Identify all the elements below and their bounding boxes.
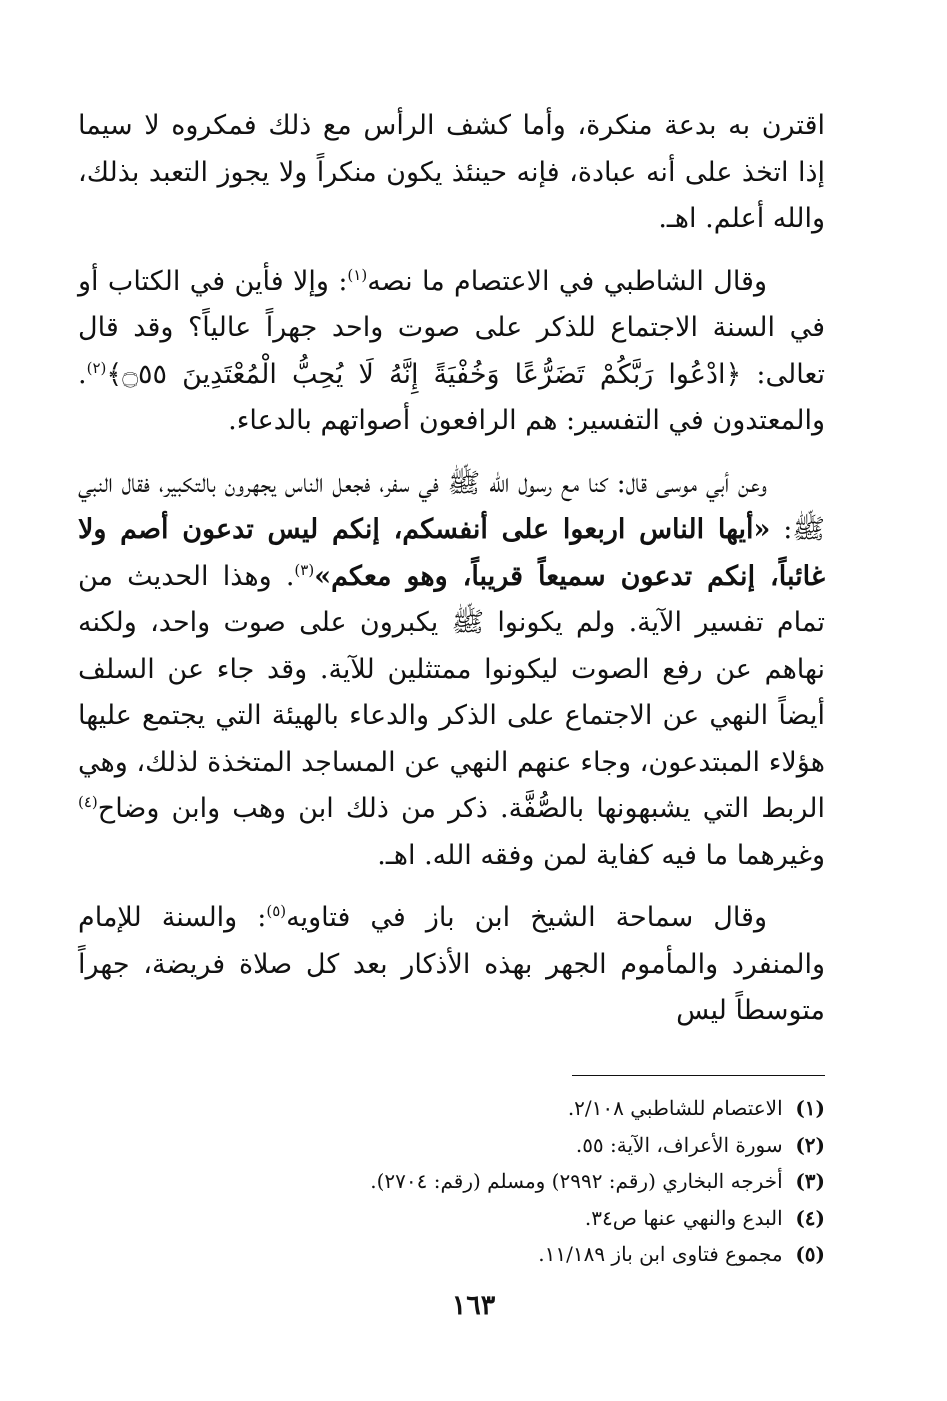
footnote-ref-4: (٤) xyxy=(78,793,98,811)
paragraph-4-text-a: وقال سماحة الشيخ ابن باز في فتاويه xyxy=(286,902,767,933)
footnote-text: الاعتصام للشاطبي ٢/١٠٨. xyxy=(567,1096,783,1120)
main-text xyxy=(78,103,825,1051)
paragraph-2-text-b: : وإلا فأين في الكتاب أو في السنة الاجتماع للذكر على صوت واحد جهراً عالياً؟ وقد قال تعالى: xyxy=(78,265,825,390)
footnote-number: (١) xyxy=(795,1096,825,1120)
paragraph-3-text-c: وغيرهما ما فيه كفاية لمن وفقه الله. اهـ. xyxy=(377,839,825,871)
footnote-text: أخرجه البخاري (رقم: ٢٩٩٢) ومسلم (رقم: ٢٧٠٤). xyxy=(370,1169,783,1193)
footnote-ref-1: (١) xyxy=(347,265,368,284)
footnote-number: (٣) xyxy=(795,1169,825,1193)
footnote-text: البدع والنهي عنها ص٣٤. xyxy=(584,1205,783,1230)
paragraph-4-text-b: : والسنة للإمام والمنفرد والمأموم الجهر بهذه الأذكار بعد كل صلاة فريضة، جهراً متوسطاً ليس xyxy=(78,902,825,1026)
footnote-ref-2: (٢) xyxy=(86,358,107,377)
paragraph-2 xyxy=(78,259,825,445)
page-number: ١٦٣ xyxy=(451,1290,496,1321)
paragraph-3-text-a: وعن أبي موسى قال: كنا مع رسول الله ﷺ في سفر، فجعل الناس يجهرون بالتكبير، فقال النبي ﷺ: xyxy=(78,467,825,545)
footnote-number: (٢) xyxy=(795,1132,825,1157)
footnote-ref-5: (٥) xyxy=(266,902,287,920)
footnote-text: مجموع فتاوى ابن باز ١١/١٨٩. xyxy=(538,1242,783,1266)
hadith-quote: «أيها الناس اربعوا على أنفسكم، إنكم ليس تدعون أصم ولا غائباً، إنكم تدعون سميعاً قريباً، وهو معكم» xyxy=(78,514,826,592)
footnote-item xyxy=(78,1236,825,1273)
footnote-number: (٥) xyxy=(795,1242,825,1266)
paragraph-4 xyxy=(78,895,825,1035)
footnote-separator xyxy=(572,1075,825,1076)
quran-verse: ﴿ادْعُوا رَبَّكُمْ تَضَرُّعًا وَخُفْيَةً إِنَّهُ لَا يُحِبُّ الْمُعْتَدِينَ ۝٥٥﴾ xyxy=(106,358,742,390)
footnote-text: سورة الأعراف، الآية: ٥٥. xyxy=(575,1132,783,1157)
footnotes-list xyxy=(78,1090,825,1273)
footnote-item xyxy=(78,1200,825,1237)
paragraph-2-text-a: وقال الشاطبي في الاعتصام ما نصه xyxy=(367,265,767,297)
footnote-item xyxy=(78,1163,825,1200)
paragraph-1-text: اقترن به بدعة منكرة، وأما كشف الرأس مع ذلك فمكروه لا سيما إذا اتخذ على أنه عبادة، فإنه حينئذ يكون منكراً ولا يجوز التعبد بذلك، والله أعلم. اهـ. xyxy=(78,110,825,234)
footnote-number: (٤) xyxy=(795,1205,825,1230)
footnote-item xyxy=(78,1127,825,1164)
footnote-ref-3: (٣) xyxy=(294,560,315,579)
paragraph-3-text-b: . وهذا الحديث من تمام تفسير الآية. ولم يكونوا ﷺ يكبرون على صوت واحد، ولكنه نهاهم عن رفع الصوت ليكونوا ممتثلين للآية. وقد جاء عن السلف أيضاً النهي عن الاجتماع على الذكر والدعاء بالهيئة التي يجتمع عليها هؤلاء المبتدعون، وجاء عنهم النهي عن المساجد المتخذة لذلك، وهي الربط التي يشبهونها بالصُّفَّة. ذكر من ذلك ابن وهب وابن وضاح xyxy=(78,560,825,824)
paragraph-2-text-c: . والمعتدون في التفسير: هم الرافعون أصواتهم بالدعاء. xyxy=(78,358,825,436)
footnote-item xyxy=(78,1090,825,1127)
paragraph-1 xyxy=(78,103,825,243)
paragraph-3 xyxy=(78,461,825,880)
